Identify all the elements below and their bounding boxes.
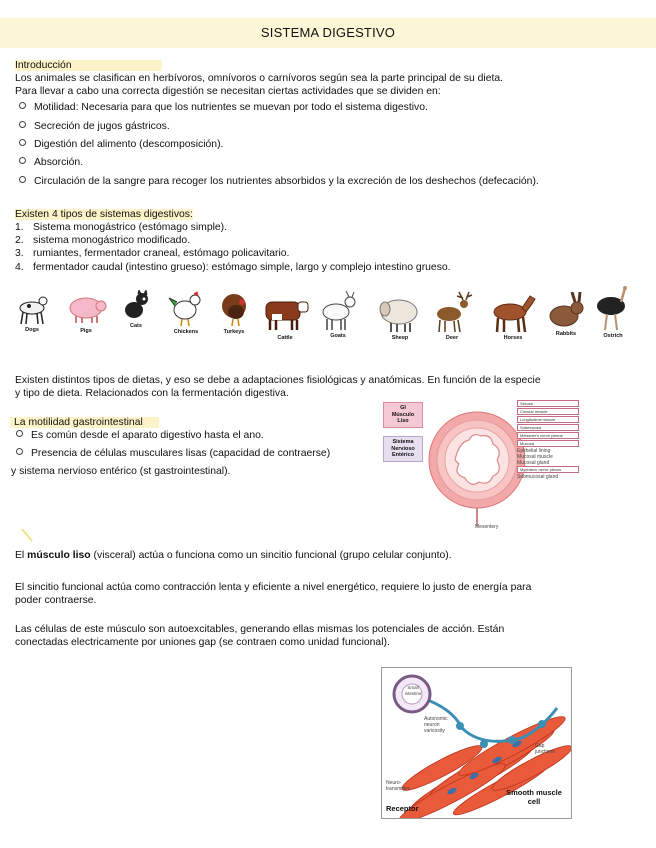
animal-chicken <box>163 290 209 335</box>
cattle-icon <box>260 294 310 334</box>
gi-tag: Mucosa <box>517 440 579 447</box>
animal-label: Horses <box>503 335 523 341</box>
gi-tag: Meissner's nerve plexus <box>517 432 579 439</box>
diets-line1: Existen distintos tipos de dietas, y eso se debe a adaptaciones fisiológicas y anatómicas. En función de la especie <box>15 375 541 386</box>
animal-label: Chickens <box>173 329 199 335</box>
type-number: 3. <box>15 248 24 259</box>
dog-icon <box>14 292 50 326</box>
intro-bullet <box>19 139 223 151</box>
box-label: Músculo <box>391 411 415 418</box>
gi-label-mesentery: Mesentery <box>475 524 499 530</box>
label-small-intestine: Small intestine <box>404 685 422 696</box>
animal-label: Turkeys <box>223 329 245 335</box>
intro-bullet <box>19 121 170 133</box>
animal-horse <box>487 290 539 341</box>
motility-heading <box>10 417 159 429</box>
animal-label: Cattle <box>277 335 293 341</box>
gi-label: Mucosal gland <box>517 460 550 466</box>
gi-tag: Longitudinal muscle <box>517 416 579 423</box>
types-heading-text: Existen 4 tipos de sistemas digestivos: <box>15 209 193 220</box>
intro-bullet-text: Motilidad: Necesaria para que los nutrientes se muevan por todo el sistema digestivo. <box>34 102 428 113</box>
smooth-p3-l2: conectadas electricamente por uniones gap (se contraen como unidad funcional). <box>15 637 390 648</box>
gi-tag: Serosa <box>517 400 579 407</box>
smooth-p1 <box>15 550 452 562</box>
types-heading <box>15 209 193 221</box>
gi-smooth-muscle-box <box>383 402 423 428</box>
type-item <box>15 222 227 234</box>
diets-line2: y tipo de dieta. Relacionados con la fermentación digestiva. <box>15 388 289 399</box>
box-label: GI <box>400 405 406 411</box>
type-text: rumiantes, fermentador craneal, estómago policavitario. <box>33 248 290 259</box>
animal-ostrich <box>591 286 635 339</box>
pig-icon <box>64 292 108 326</box>
motility-bullet-text: Es común desde el aparato digestivo hasta el ano. <box>31 430 264 441</box>
gi-label: Mucosal muscle <box>517 454 553 460</box>
goat-icon <box>318 290 358 332</box>
intro-bullet-text: Absorción. <box>34 157 84 168</box>
label-neurotransmitter: Neuro- transmitter <box>386 780 410 792</box>
smooth-p1-pre: El <box>15 550 28 561</box>
sheep-icon <box>377 294 423 334</box>
turkey-icon <box>216 290 252 328</box>
label-receptor: Receptor <box>386 804 419 813</box>
box-label: Sistema <box>392 439 414 445</box>
smooth-p2-l2: poder contraerse. <box>15 595 97 606</box>
intro-line1: Los animales se clasifican en herbívoros, omnívoros o carnívoros según sea la parte principal de su dieta. <box>15 73 504 84</box>
intro-bullet-text: Secreción de jugos gástricos. <box>34 121 170 132</box>
animal-label: Dogs <box>25 327 39 333</box>
gi-label: Epithelial lining <box>517 448 551 454</box>
animal-label: Cats <box>130 323 142 329</box>
intro-line2: Para llevar a cabo una correcta digestión se necesitan ciertas actividades que se dividen en: <box>15 86 441 97</box>
intro-bullet <box>19 176 539 188</box>
horse-icon <box>488 290 538 334</box>
animal-label: Rabbits <box>555 331 577 337</box>
gi-tag: Myenteric nerve plexus <box>517 466 579 473</box>
gi-enteric-nervous-box <box>383 436 423 462</box>
smooth-muscle-diagram <box>381 667 572 819</box>
animal-deer <box>430 290 474 341</box>
gi-label: Submucosal gland <box>517 474 559 480</box>
chicken-icon <box>167 290 205 328</box>
animal-goat <box>316 290 360 339</box>
gi-tags <box>517 400 579 480</box>
type-item <box>15 248 289 260</box>
intro-bullet-text: Circulación de la sangre para recoger los nutrientes absorbidos y la excreción de los deshechos (defecación). <box>34 176 539 187</box>
animal-turkey <box>214 290 254 335</box>
type-text: Sistema monogástrico (estómago simple). <box>33 222 228 233</box>
intestine-cross-section-icon <box>425 398 525 532</box>
intro-heading <box>15 60 162 72</box>
animal-dog <box>10 292 54 333</box>
animal-label: Goats <box>330 333 346 339</box>
bullet-icon <box>19 176 26 183</box>
type-item <box>15 235 190 247</box>
pointer-arrow-icon <box>20 527 34 543</box>
intro-bullet <box>19 157 83 169</box>
type-text: sistema monogástrico modificado. <box>33 235 191 246</box>
smooth-p2-l1: El sincitio funcional actúa como contracción lenta y eficiente a nivel energético, requiere lo justo de energía para <box>15 582 532 593</box>
bullet-icon <box>19 157 26 164</box>
gi-wall-diagram <box>383 398 579 532</box>
rabbit-icon <box>546 292 586 330</box>
type-number: 1. <box>15 222 24 233</box>
smooth-p1-post: (visceral) actúa o funciona como un sincitio funcional (grupo celular conjunto). <box>90 550 452 561</box>
intro-bullet-text: Digestión del alimento (descomposición). <box>34 139 224 150</box>
animal-label: Ostrich <box>603 333 623 339</box>
animal-label: Deer <box>445 335 459 341</box>
animal-label: Sheep <box>391 335 409 341</box>
box-label: Liso <box>397 418 409 424</box>
ostrich-icon <box>593 286 633 332</box>
bullet-icon <box>16 430 23 437</box>
motility-bullet <box>16 448 330 460</box>
intro-heading-text: Introducción <box>15 60 162 71</box>
animal-sheep <box>375 294 425 341</box>
type-number: 2. <box>15 235 24 246</box>
animal-label: Pigs <box>80 328 92 334</box>
type-number: 4. <box>15 262 24 273</box>
animal-cat <box>118 290 154 329</box>
gi-tag: Submucosa <box>517 424 579 431</box>
label-gap-junctions: Gap junctions <box>535 743 555 755</box>
box-label: Nervioso <box>391 445 415 452</box>
animal-rabbit <box>545 292 587 337</box>
label-autonomic: Autonomic neuron varicosity <box>424 716 448 734</box>
bullet-icon <box>16 448 23 455</box>
box-label: Entérico <box>391 452 414 458</box>
intro-bullet <box>19 102 428 114</box>
bullet-icon <box>19 139 26 146</box>
animal-cattle <box>259 294 311 341</box>
page-title: SISTEMA DIGESTIVO <box>260 25 396 40</box>
motility-heading-text: La motilidad gastrointestinal <box>10 417 159 428</box>
bullet-icon <box>19 121 26 128</box>
motility-bullet-text: Presencia de células musculares lisas (capacidad de contraerse) <box>31 448 331 459</box>
deer-icon <box>431 290 473 334</box>
cat-icon <box>120 290 152 322</box>
gi-tag: Circular muscle <box>517 408 579 415</box>
bullet-icon <box>19 102 26 109</box>
smooth-p1-bold: músculo liso <box>27 550 91 561</box>
type-text: fermentador caudal (intestino grueso): estómago simple, largo y complejo intestino grueso. <box>33 262 451 273</box>
label-smooth-muscle-cell: Smooth muscle cell <box>506 788 562 806</box>
animal-pig <box>62 292 110 334</box>
motility-bullet <box>16 430 264 442</box>
motility-cont: y sistema nervioso entérico (st gastrointestinal). <box>11 466 231 477</box>
type-item <box>15 262 451 274</box>
smooth-p3-l1: Las células de este músculo son autoexcitables, generando ellas mismas los potenciales de acción. Están <box>15 624 505 635</box>
